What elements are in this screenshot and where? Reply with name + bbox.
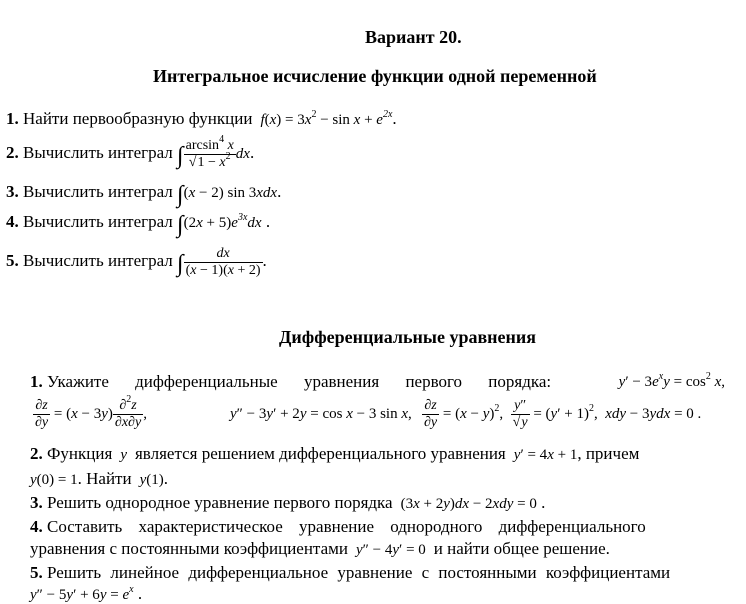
section-title-integral: Интегральное исчисление функции одной переменной [153,66,597,86]
task-2-5-line2: $y'' - 5y' + 6y = e^x$ . [30,584,143,603]
task-1-2: 2. Вычислить интеграл ∫ $\frac{\arcsin^4 x}{√1 - x^2}$ dx. [6,134,255,170]
task-2-2: 2. Функция y является решением дифференциального уравнения y′ = 4x + 1, причем [30,444,640,463]
task-1-5: 5. Вычислить интеграл ∫ $\frac{dx}{(x - 1)(x + 2)}$ . [6,246,267,278]
task-2-4: 4. Составить характеристическое уравнение однородного дифференциального [30,517,646,536]
task-1-3: 3. Вычислить интеграл ∫(x − 2) sin 3xdx. [6,182,282,208]
task-2-1-equations-3: $\frac{\partial z}{\partial y}$ = $(x - y)^2$, $\frac{y''}{√y}$ = $(y' + 1)^2$, xdy − 3ydx = 0 . [424,398,702,430]
formula: $f(x) = 3x^2 - \sin x + e^{2x}$ [256,109,393,128]
section-title-diff: Дифференциальные уравнения [279,327,537,347]
task-2-1-equations: $\frac{\partial z}{\partial y}$ = (x − 3y) $\frac{\partial^2z}{\partial x\partial y}$ , [35,394,147,430]
formula: ∫(x − 2) sin 3xdx [177,182,278,208]
task-2-3: 3. Решить однородное уравнение первого порядка (3x + 2y)dx − 2xdy = 0 . [30,493,546,512]
task-2-2-line2: y(0) = 1. Найти y(1). [30,469,168,488]
formula: $\int(2x + 5)e^{3x}dx$ [177,212,262,238]
task-2-5: 5. Решить линейное дифференциальное уравнение с постоянными коэффициентами [30,563,671,582]
task-2-4-line2: уравнения с постоянными коэффициентами y″ − 4y′ = 0 и найти общее решение. [30,539,610,558]
variant-title: Вариант 20. [365,27,462,47]
formula: ∫ $\frac{dx}{(x - 1)(x + 2)}$ [177,246,261,278]
formula: $y' - 3e^xy = \cos^2 x$, [618,371,725,390]
task-2-1: 1. Укажите дифференциальные уравнения первого порядка: $y' - 3e^xy = \cos^2 x$, [30,371,725,391]
task-2-1-equations-2: y″ − 3y′ + 2y = cos x − 3 sin x, [230,406,412,422]
task-1-4: 4. Вычислить интеграл $\int(2x + 5)e^{3x}dx$ . [6,212,271,238]
formula: ∫ $\frac{\arcsin^4 x}{√1 - x^2}$ dx [177,134,250,170]
task-1-1: 1. Найти первообразную функции $f(x) = 3x^2 - \sin x + e^{2x}$. [6,109,397,128]
